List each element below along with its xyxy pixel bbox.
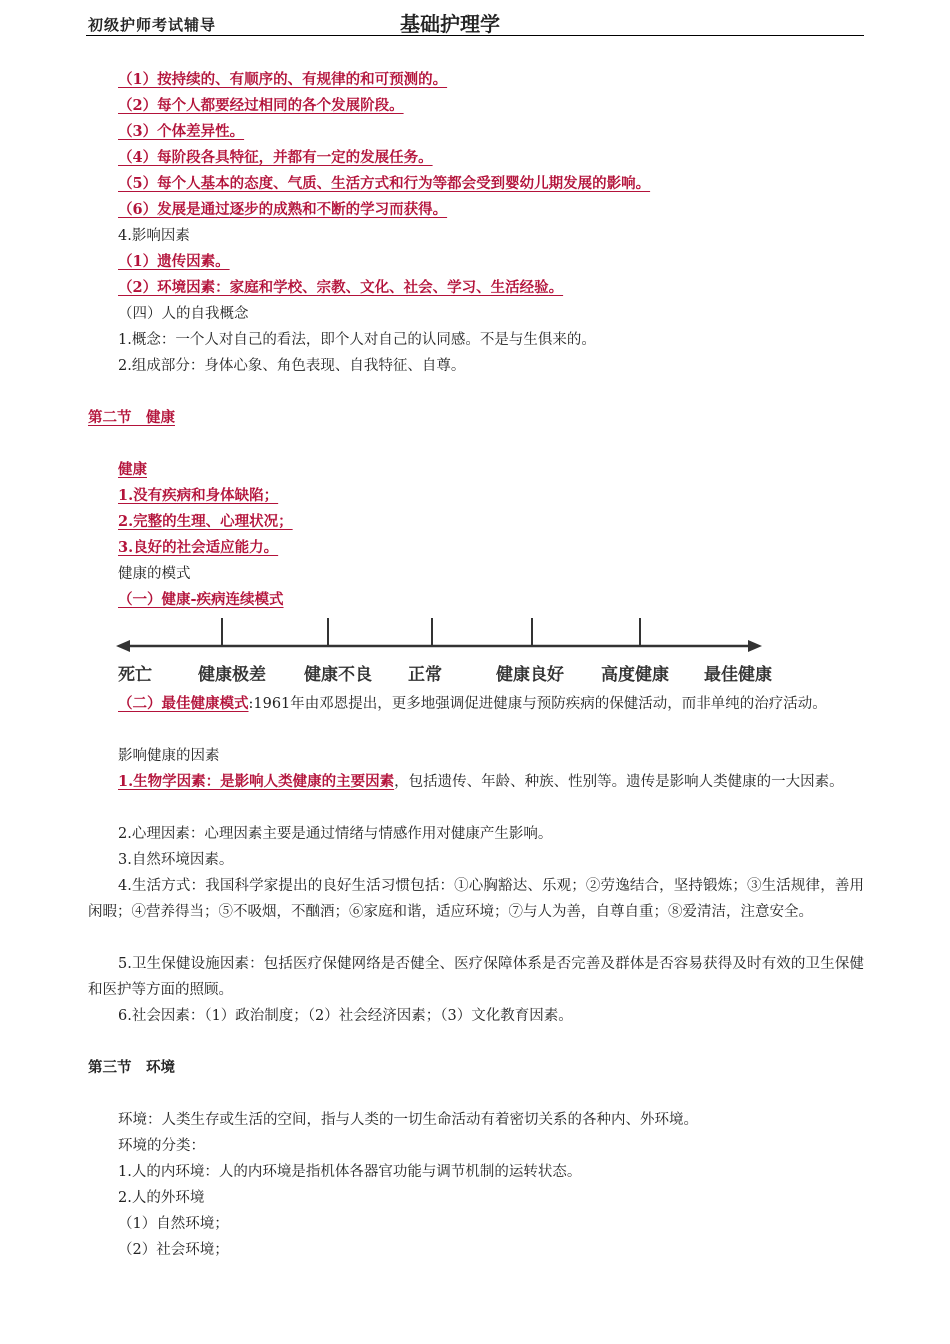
environment-class-heading: 环境的分类： xyxy=(118,1138,205,1154)
principle-5: （5）每个人基本的态度、气质、生活方式和行为等都会受到婴幼儿期发展的影响。 xyxy=(118,175,651,192)
health-continuum-scale xyxy=(116,612,780,692)
continuum-axis xyxy=(116,612,780,662)
factors-heading: 影响健康的因素 xyxy=(118,748,220,764)
factor3: 3.自然环境因素。 xyxy=(118,852,234,868)
factor1-label: 1.生物学因素：是影响人类健康的主要因素 xyxy=(118,773,395,790)
influence-heading: 4.影响因素 xyxy=(118,228,190,244)
principle-4: （4）每阶段各具特征，并都有一定的发展任务。 xyxy=(118,149,433,166)
health-item-2: 2.完整的生理、心理状况； xyxy=(118,513,293,530)
factor2: 2.心理因素：心理因素主要是通过情绪与情感作用对健康产生影响。 xyxy=(118,826,553,842)
environment-item-2: 2.人的外环境 xyxy=(118,1190,205,1206)
header-rule xyxy=(86,35,864,36)
scale-label-high: 高度健康 xyxy=(601,665,669,685)
influence-item-2: （2）环境因素：家庭和学校、宗教、文化、社会、学习、生活经验。 xyxy=(118,279,564,296)
scale-label-optimal: 最佳健康 xyxy=(704,665,772,685)
model-heading: 健康的模式 xyxy=(118,566,191,582)
health-item-1: 1.没有疾病和身体缺陷； xyxy=(118,487,279,504)
influence-item-1: （1）遗传因素。 xyxy=(118,253,230,270)
model2-label: （二）最佳健康模式 xyxy=(118,695,249,712)
self-concept-item-1: 1.概念：一个人对自己的看法，即个人对自己的认同感。不是与生俱来的。 xyxy=(118,332,596,348)
principle-2: （2）每个人都要经过相同的各个发展阶段。 xyxy=(118,97,404,114)
factor4: 4.生活方式：我国科学家提出的良好生活习惯包括：①心胸豁达、乐观；②劳逸结合，坚持锻炼；③生活规律，善用闲暇；④营养得当；⑤不吸烟，不酗酒；⑥家庭和谐，适应环境；⑦与人为善，自尊自重；⑧爱清洁，注意安全。 xyxy=(88,878,864,920)
self-concept-item-2: 2.组成部分：身体心象、角色表现、自我特征、自尊。 xyxy=(118,358,466,374)
header-left: 初级护师考试辅导 xyxy=(88,16,217,34)
scale-label-poor: 健康不良 xyxy=(304,665,372,685)
self-concept-heading: （四）人的自我概念 xyxy=(118,306,249,322)
header-title: 基础护理学 xyxy=(400,12,500,36)
environment-item-3: （1）自然环境； xyxy=(118,1216,229,1232)
scale-label-normal: 正常 xyxy=(408,665,442,685)
health-heading: 健康 xyxy=(118,461,147,478)
scale-label-death: 死亡 xyxy=(118,665,152,685)
principle-6: （6）发展是通过逐步的成熟和不断的学习而获得。 xyxy=(118,201,448,218)
principle-1: （1）按持续的、有顺序的、有规律的和可预测的。 xyxy=(118,71,448,88)
section2-title: 第二节 健康 xyxy=(88,409,175,426)
factor1-paragraph xyxy=(88,769,864,795)
factor6: 6.社会因素：（1）政治制度；（2）社会经济因素；（3）文化教育因素。 xyxy=(118,1008,573,1024)
environment-item-1: 1.人的内环境：人的内环境是指机体各器官功能与调节机制的运转状态。 xyxy=(118,1164,582,1180)
scale-label-very-poor: 健康极差 xyxy=(198,665,266,685)
environment-definition: 环境：人类生存或生活的空间，指与人类的一切生命活动有着密切关系的各种内、外环境。 xyxy=(118,1112,698,1128)
arrow-left-icon xyxy=(116,640,130,652)
health-item-3: 3.良好的社会适应能力。 xyxy=(118,539,279,556)
principle-3: （3）个体差异性。 xyxy=(118,123,245,140)
section3-title: 第三节 环境 xyxy=(88,1059,175,1076)
scale-label-good: 健康良好 xyxy=(496,665,564,685)
model2-paragraph xyxy=(88,691,864,717)
environment-item-4: （2）社会环境； xyxy=(118,1242,229,1258)
factor1-text: ，包括遗传、年龄、种族、性别等。遗传是影响人类健康的一大因素。 xyxy=(394,774,844,790)
factor5: 5.卫生保健设施因素：包括医疗保健网络是否健全、医疗保障体系是否完善及群体是否容易获得及时有效的卫生保健和医护等方面的照顾。 xyxy=(88,956,864,998)
model1-label: （一）健康-疾病连续模式 xyxy=(118,591,284,608)
arrow-right-icon xyxy=(748,640,762,652)
model2-text: :1961年由邓恩提出，更多地强调促进健康与预防疾病的保健活动，而非单纯的治疗活动。 xyxy=(248,696,827,712)
